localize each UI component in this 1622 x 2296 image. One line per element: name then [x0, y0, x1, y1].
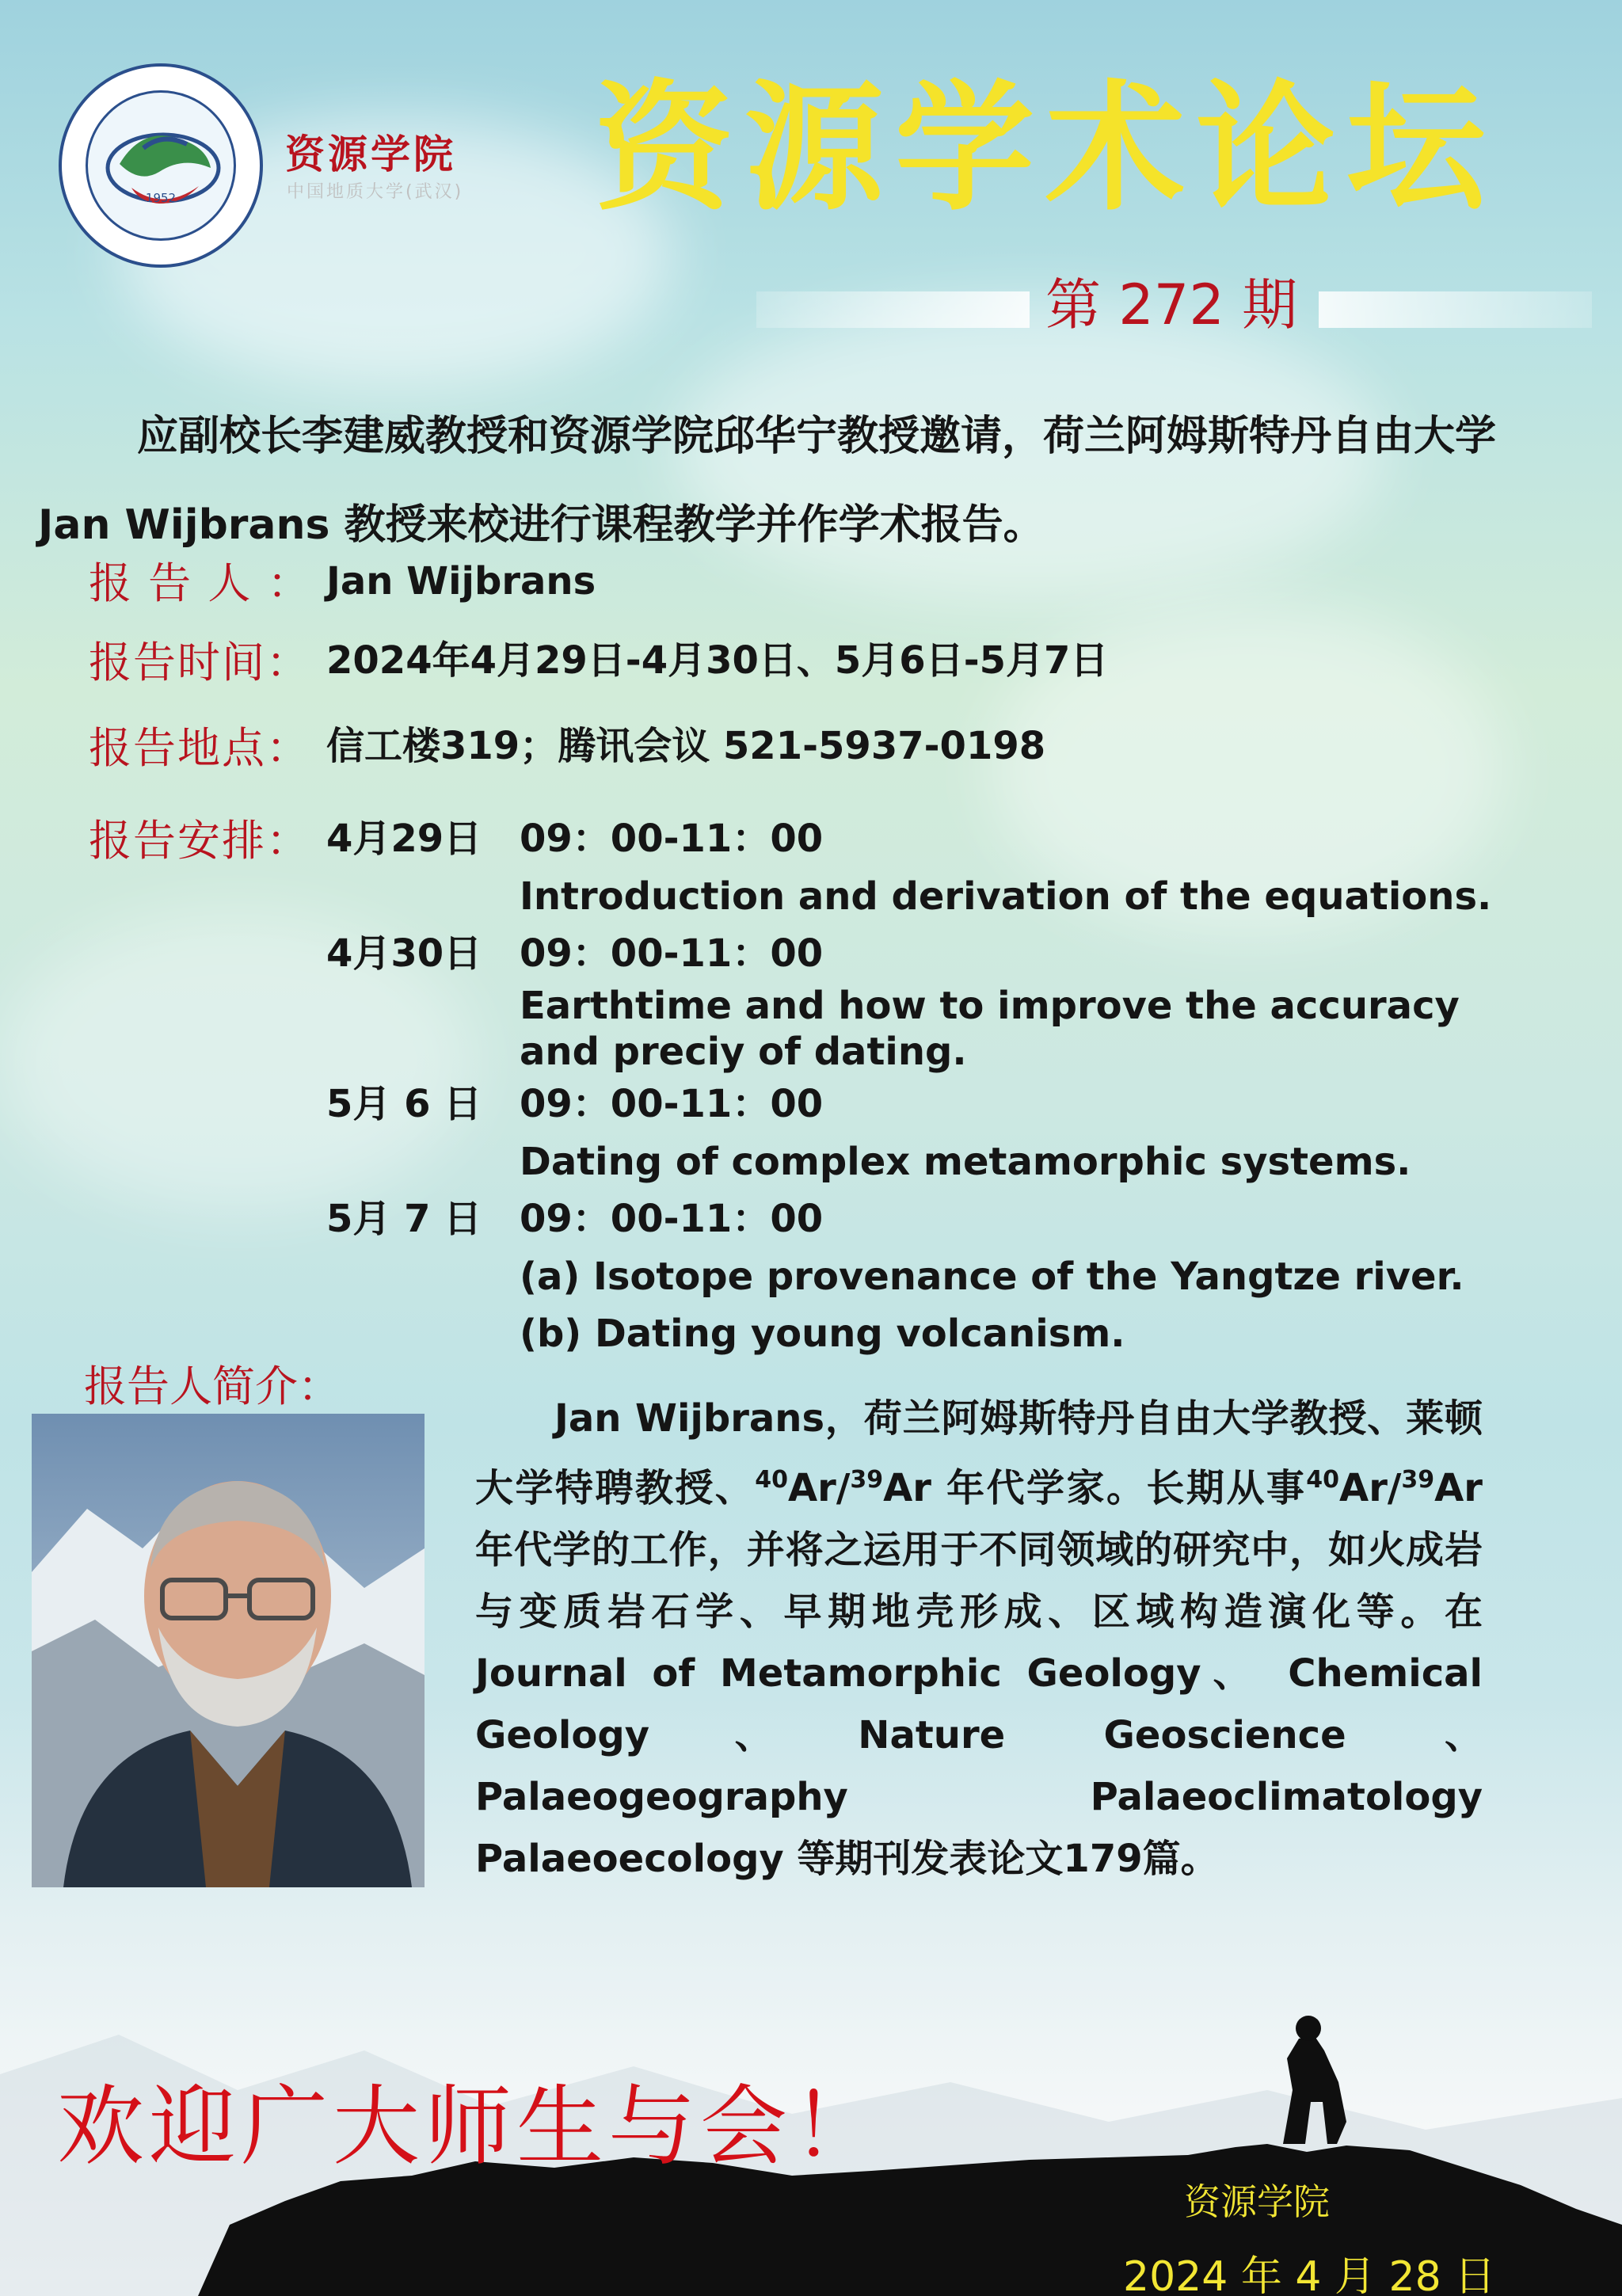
isotope-text: Ar/ — [788, 1466, 851, 1510]
bio-paragraph — [475, 1388, 1483, 1890]
schedule-time: 09：00-11：00 — [520, 931, 824, 976]
logo-emblem — [86, 90, 236, 241]
bio-text-2: Ar 年代学家。长期从事 — [883, 1466, 1307, 1510]
schedule-date: 4月29日 — [326, 817, 482, 861]
schedule-topic: and preciy of dating. — [520, 1030, 967, 1074]
speaker-label: 报 告 人 ： — [89, 558, 312, 608]
bio-text-3: Ar 年代学的工作，并将之运用于不同领域的研究中，如火成岩与变质岩石学、早期地壳形成、区域构造演化等。在 Journal of Metamorphic Geology、 Chemical Geology、Nature Geoscience 、 Palaeogeography Palaeoclimatology Palaeoecology 等期刊发表论文179篇。 — [475, 1466, 1483, 1881]
isotope-superscript: 39 — [850, 1466, 884, 1494]
schedule-label: 报告安排： — [89, 816, 310, 866]
schedule-date: 4月30日 — [326, 931, 482, 976]
schedule-time: 09：00-11：00 — [520, 817, 824, 861]
welcome-message: 欢迎广大师生与会！ — [57, 2076, 884, 2177]
forum-title: 资源学术论坛 — [594, 67, 1498, 230]
schedule-time: 09：00-11：00 — [520, 1197, 824, 1241]
isotope-superscript: 39 — [1401, 1466, 1435, 1494]
isotope-superscript: 40 — [755, 1466, 788, 1494]
schedule-topic: (a) Isotope provenance of the Yangtze river. — [520, 1255, 1464, 1299]
place-label: 报告地点： — [89, 723, 310, 773]
schedule-date: 5月 7 日 — [326, 1197, 482, 1241]
schedule-date: 5月 6 日 — [326, 1082, 482, 1126]
isotope-text: Ar/ — [1339, 1466, 1402, 1510]
schedule-topic: Introduction and derivation of the equations. — [520, 874, 1492, 919]
earth-emblem-icon — [88, 93, 236, 241]
issue-bar-left — [756, 291, 1030, 328]
time-value: 2024年4月29日-4月30日、5月6日-5月7日 — [326, 638, 1109, 683]
school-logo — [59, 63, 263, 268]
bio-text-1: Jan Wijbrans，荷兰阿姆斯特丹自由大学教授、莱顿大学特聘教授、 — [475, 1396, 1483, 1510]
speaker-portrait-image — [32, 1414, 425, 1887]
place-value: 信工楼319；腾讯会议 521-5937-0198 — [326, 724, 1046, 768]
school-subtitle: 中国地质大学(武汉) — [287, 182, 464, 202]
speaker-photo — [32, 1414, 425, 1887]
intro-paragraph — [38, 392, 1567, 569]
school-name: 资源学院 — [285, 131, 456, 177]
isotope-superscript: 40 — [1306, 1466, 1340, 1494]
schedule-time: 09：00-11：00 — [520, 1082, 824, 1126]
intro-text: 应副校长李建威教授和资源学院邱华宁教授邀请，荷兰阿姆斯特丹自由大学 Jan Wijbrans 教授来校进行课程教学并作学术报告。 — [38, 413, 1497, 549]
publish-date: 2024 年 4 月 28 日 — [1123, 2253, 1496, 2296]
logo-year: 1952 — [145, 191, 177, 205]
organizer-name: 资源学院 — [1184, 2180, 1330, 2223]
schedule-topic: Dating of complex metamorphic systems. — [520, 1140, 1411, 1184]
speaker-value: Jan Wijbrans — [326, 559, 596, 604]
bio-label: 报告人简介： — [84, 1361, 341, 1411]
issue-bar-right — [1319, 291, 1592, 328]
time-label: 报告时间： — [89, 638, 310, 687]
schedule-topic: Earthtime and how to improve the accuracy — [520, 984, 1460, 1028]
issue-number: 第 272 期 — [1045, 272, 1298, 337]
schedule-topic: (b) Dating young volcanism. — [520, 1312, 1125, 1356]
